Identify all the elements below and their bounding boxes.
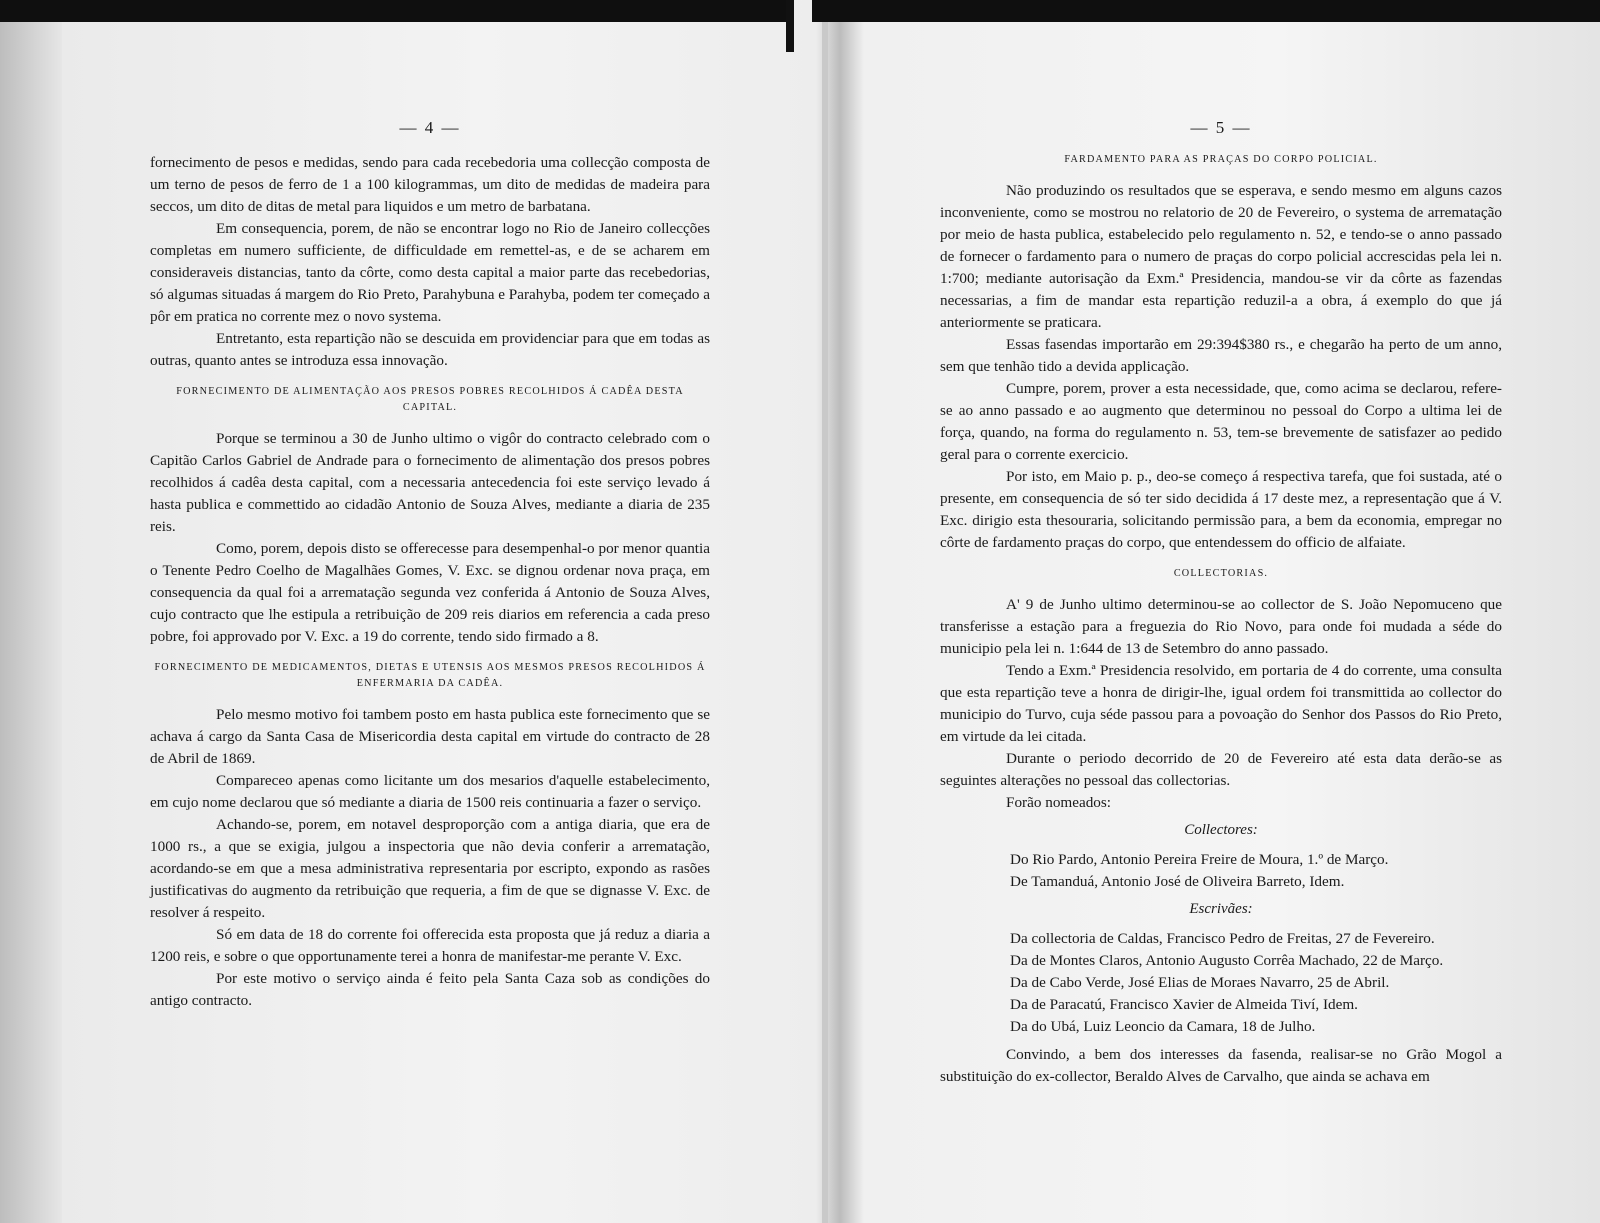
paragraph: Por este motivo o serviço ainda é feito pela Santa Caza sob as condições do antigo contracto.	[150, 970, 710, 1009]
paragraph: Forão nomeados:	[1006, 794, 1112, 811]
list-subheading: Escrivães:	[1189, 901, 1253, 917]
paragraph: Cumpre, porem, prover a esta necessidade, que, como acima se declarou, refere-se ao anno passado e ao augmento que determinou no pessoal do Corpo a ultima lei de força, quando, na forma do regulamento n. 53, tem-se brevemente de satisfazer ao pedido geral para o corrente exercicio.	[940, 380, 1502, 463]
paragraph: Entretanto, esta repartição não se descuida em providenciar para que em todas as outras, quanto antes se introduza essa innovação.	[150, 330, 710, 369]
list-subheading: Collectores:	[1184, 822, 1258, 838]
appointment-entry: Do Rio Pardo, Antonio Pereira Freire de Moura, 1.º de Março.	[1010, 851, 1389, 868]
section-heading: FORNECIMENTO DE ALIMENTAÇÃO AOS PRESOS POBRES RECOLHIDOS Á CADÊA DESTA CAPITAL.	[176, 386, 684, 413]
appointment-entry: Da do Ubá, Luiz Leoncio da Camara, 18 de Julho.	[1010, 1018, 1316, 1035]
paragraph: Por isto, em Maio p. p., deo-se começo á respectiva tarefa, que foi sustada, até o presente, em consequencia de só ter sido decidida á 17 deste mez, a representação que á V. Exc. dirigio esta thesouraria, solicitando permissão para, a bem da economia, empregar no côrte de fardamento praças do corpo, que entendessem do officio de alfaiate.	[940, 468, 1502, 551]
paragraph: Não produzindo os resultados que se esperava, e sendo mesmo em alguns cazos inconveniente, como se mostrou no relatorio de 20 de Fevereiro, o systema de arrematação por meio de hasta publica, estabelecido pelo regulamento n. 52, e tendo-se o anno passado de fornecer o fardamento para o numero de praças do corpo policial accrescidas pela lei n. 1:700; mediante autorisação da Exm.ª Presidencia, mandou-se vir da côrte as fazendas necessarias, a fim de mandar esta repartição reduzil-a a obra, á exemplo do que já anteriormente se praticara.	[940, 182, 1502, 331]
scan-border-top-left	[0, 0, 792, 22]
right-page	[940, 118, 1502, 1088]
appointment-entry: Da collectoria de Caldas, Francisco Pedro de Freitas, 27 de Fevereiro.	[1010, 930, 1435, 947]
scan-border-top-right	[812, 0, 1600, 22]
book-gutter	[822, 22, 828, 1223]
paragraph: Convindo, a bem dos interesses da fasenda, realisar-se no Grão Mogol a substituição do ex-collector, Beraldo Alves de Carvalho, que ainda se achava em	[940, 1046, 1502, 1085]
appointment-entry: De Tamanduá, Antonio José de Oliveira Barreto, Idem.	[1010, 873, 1345, 890]
right-page-content	[940, 152, 1502, 1088]
left-page-content	[150, 152, 710, 1012]
paragraph: Tendo a Exm.ª Presidencia resolvido, em portaria de 4 do corrente, uma consulta que esta repartição teve a honra de dirigir-lhe, igual ordem foi transmittida ao collector do municipio do Turvo, cuja séde passou para a povoação do Senhor dos Passos do Rio Preto, em virtude da lei citada.	[940, 662, 1502, 745]
paragraph: A' 9 de Junho ultimo determinou-se ao collector de S. João Nepomuceno que transferisse a estação para a freguezia do Rio Novo, para onde foi mudada a séde do municipio pela lei n. 1:644 de 13 de Setembro do anno passado.	[940, 596, 1502, 657]
paragraph: Em consequencia, porem, de não se encontrar logo no Rio de Janeiro collecções completas em numero sufficiente, de difficuldade em remettel-as, e de se acharem em consideraveis distancias, tanto da côrte, como desta capital a maior parte das recebedorias, só algumas situadas á margem do Rio Preto, Parahybuna e Parahyba, podem ter começado a pôr em pratica no corrente mez o novo systema.	[150, 220, 710, 325]
book-spine-shadow	[786, 0, 794, 52]
paragraph: Compareceo apenas como licitante um dos mesarios d'aquelle estabelecimento, em cujo nome declarou que só mediante a diaria de 1500 reis continuaria a fazer o serviço.	[150, 772, 710, 811]
page-number-right: — 5 —	[1190, 118, 1252, 137]
appointment-list	[1010, 928, 1502, 1038]
appointment-entry: Da de Cabo Verde, José Elias de Moraes Navarro, 25 de Abril.	[1010, 974, 1390, 991]
page-number-left: — 4 —	[399, 118, 461, 137]
paragraph: Achando-se, porem, em notavel desproporção com a antiga diaria, que era de 1000 rs., a que se exigia, julgou a inspectoria que não devia conferir a arrematação, acordando-se em que a mesa administrativa representaria por escripto, expondo as rasões justificativas do augmento da retribuição que requeria, a fim de que se dignasse V. Exc. de resolver á respeito.	[150, 816, 710, 921]
paragraph: Essas fasendas importarão em 29:394$380 rs., e chegarão ha perto de um anno, sem que tenhão tido a devida applicação.	[940, 336, 1502, 375]
left-page	[150, 118, 710, 1012]
paragraph: Durante o periodo decorrido de 20 de Fevereiro até esta data derão-se as seguintes alterações no pessoal das collectorias.	[940, 750, 1502, 789]
page-edge-shadow	[0, 22, 62, 1223]
paragraph: fornecimento de pesos e medidas, sendo para cada recebedoria uma collecção composta de um terno de pesos de ferro de 1 a 100 kilogrammas, um dito de medidas de madeira para seccos, um dito de ditas de metal para liquidos e um metro de barbatana.	[150, 154, 710, 215]
section-heading: FORNECIMENTO DE MEDICAMENTOS, DIETAS E UTENSIS AOS MESMOS PRESOS RECOLHIDOS Á ENFERMARIA DA CADÊA.	[154, 662, 706, 689]
section-heading: COLLECTORIAS.	[1173, 568, 1269, 579]
section-heading: FARDAMENTO PARA AS PRAÇAS DO CORPO POLICIAL.	[1064, 154, 1378, 165]
paragraph: Como, porem, depois disto se offerecesse para desempenhal-o por menor quantia o Tenente Pedro Coelho de Magalhães Gomes, V. Exc. se dignou ordenar nova praça, em consequencia da qual foi a arrematação segunda vez conferida á Antonio de Souza Alves, cujo contracto que lhe estipula a retribuição de 209 reis diarios em referencia a cada preso pobre, foi approvado por V. Exc. a 19 do corrente, tendo sido firmado a 8.	[150, 540, 710, 645]
appointment-entry: Da de Montes Claros, Antonio Augusto Corrêa Machado, 22 de Março.	[1010, 952, 1444, 969]
paragraph: Só em data de 18 do corrente foi offerecida esta proposta que já reduz a diaria a 1200 reis, e sobre o que opportunamente terei a honra de manifestar-me perante V. Exc.	[150, 926, 710, 965]
paragraph: Porque se terminou a 30 de Junho ultimo o vigôr do contracto celebrado com o Capitão Carlos Gabriel de Andrade para o fornecimento de alimentação dos presos pobres recolhidos á cadêa desta capital, com a necessaria antecedencia foi este serviço levado á hasta publica e commettido ao cidadão Antonio de Souza Alves, mediante a diaria de 235 reis.	[150, 430, 710, 535]
appointment-entry: Da de Paracatú, Francisco Xavier de Almeida Tiví, Idem.	[1010, 996, 1358, 1013]
appointment-list	[1010, 849, 1502, 893]
paragraph: Pelo mesmo motivo foi tambem posto em hasta publica este fornecimento que se achava á cargo da Santa Casa de Misericordia desta capital em virtude do contracto de 28 de Abril de 1869.	[150, 706, 710, 767]
